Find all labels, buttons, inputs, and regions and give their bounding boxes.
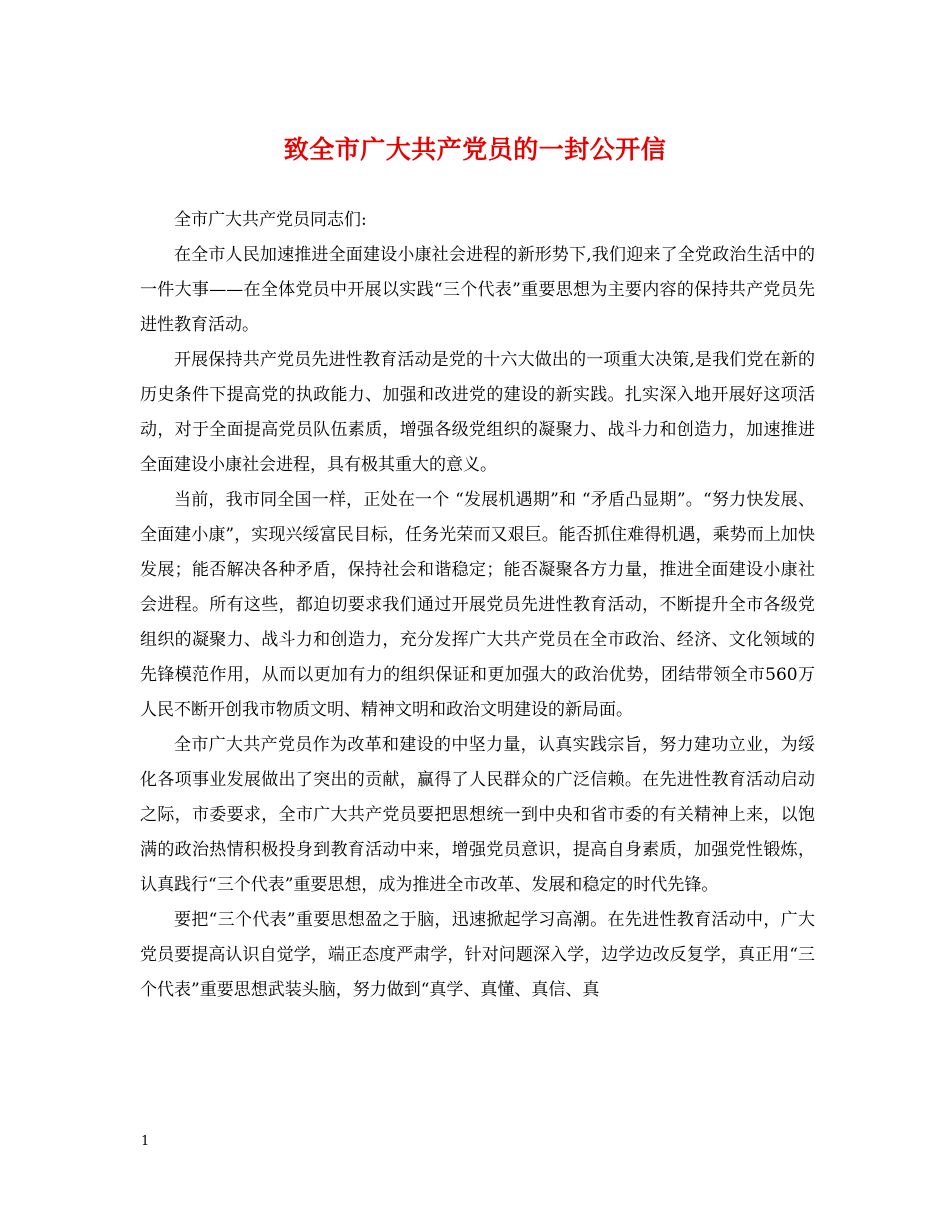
paragraph-2: 开展保持共产党员先进性教育活动是党的十六大做出的一项重大决策,是我们党在新的历史条件下提高党的执政能力、加强和改进党的建设的新实践。扎实深入地开展好这项活动，对于全面提高党员队伍素质，增强各级党组织的凝聚力、战斗力和创造力，加速推进全面建设小康社会进程，具有极其重大的意义。 xyxy=(140,350,815,475)
document-body xyxy=(140,203,815,1008)
page-number: 1 xyxy=(141,1134,150,1149)
paragraph-3: 当前，我市同全国一样，正处在一个 “发展机遇期”和 “矛盾凸显期”。“努力快发展、全面建小康”，实现兴绥富民目标，任务光荣而又艰巨。能否抓住难得机遇，乘势而上加快发展；能否解决各种矛盾，保持社会和谐稳定；能否凝聚各方力量，推进全面建设小康社会进程。所有这些，都迫切要求我们通过开展党员先进性教育活动，不断提升全市各级党组织的凝聚力、战斗力和创造力，充分发挥广大共产党员在全市政治、经济、文化领域的先锋模范作用，从而以更加有力的组织保证和更加强大的政治优势，团结带领全市560万人民不断开创我市物质文明、精神文明和政治文明建设的新局面。 xyxy=(140,490,815,720)
salutation: 全市广大共产党员同志们: xyxy=(174,210,367,230)
paragraph-1: 在全市人民加速推进全面建设小康社会进程的新形势下,我们迎来了全党政治生活中的一件大事——在全体党员中开展以实践“三个代表”重要思想为主要内容的保持共产党员先进性教育活动。 xyxy=(140,245,815,335)
paragraph-5: 要把“三个代表”重要思想盈之于脑，迅速掀起学习高潮。在先进性教育活动中，广大党员要提高认识自觉学，端正态度严肃学，针对问题深入学，边学边改反复学，真正用“三个代表”重要思想武装头脑，努力做到“真学、真懂、真信、真 xyxy=(140,910,815,1000)
document-title: 致全市广大共产党员的一封公开信 xyxy=(283,135,667,164)
paragraph-4: 全市广大共产党员作为改革和建设的中坚力量，认真实践宗旨，努力建功立业，为绥化各项事业发展做出了突出的贡献，赢得了人民群众的广泛信赖。在先进性教育活动启动之际，市委要求，全市广大共产党员要把思想统一到中央和省市委的有关精神上来，以饱满的政治热情积极投身到教育活动中来，增强党员意识，提高自身素质，加强党性锻炼，认真践行“三个代表”重要思想，成为推进全市改革、发展和稳定的时代先锋。 xyxy=(140,735,815,895)
